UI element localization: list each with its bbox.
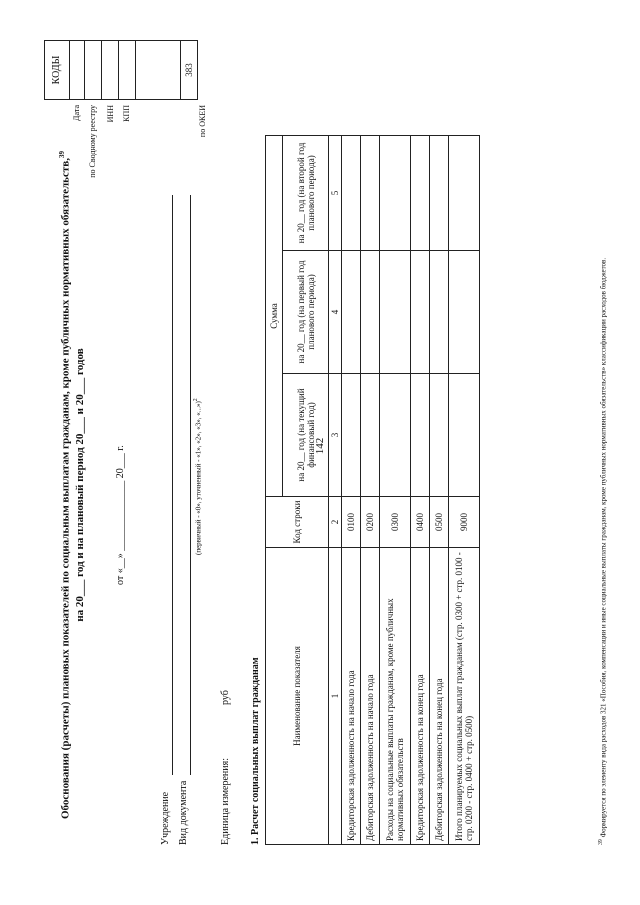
cell-value[interactable]: [380, 251, 411, 374]
row-code: 0300: [380, 497, 411, 548]
form-title: [55, 105, 87, 865]
code-value-okei: 383: [184, 63, 194, 77]
header-col5: на 20__ год (на второй год планового периода): [283, 136, 329, 251]
code-label-date: Дата: [72, 105, 81, 121]
code-label-inn: ИНН: [106, 105, 115, 123]
title-line-2: на 20___ год и на плановый период 20___ и 20___ годов: [73, 348, 86, 622]
row-code: 0100: [342, 497, 361, 548]
cell-value[interactable]: [380, 374, 411, 497]
row-name: Дебиторская задолженность на начало года: [361, 548, 380, 845]
row-name: Дебиторская задолженность на конец года: [430, 548, 449, 845]
code-value-inn: [102, 41, 119, 99]
col-number-2: 2: [329, 497, 342, 548]
header-code: Код строки: [266, 497, 329, 548]
date-line: от «__» ______________ 20___ г.: [115, 445, 126, 585]
col-number-5: 5: [329, 136, 342, 251]
code-value-kpp: [119, 41, 136, 99]
col-number-1: 1: [329, 548, 342, 845]
doc-type-hint: (первичный - «0», уточненный - «1», «2», «3», «...»)$^2$: [193, 398, 203, 555]
header-name: Наименование показателя: [266, 548, 329, 845]
cell-value[interactable]: [361, 136, 380, 251]
cell-value[interactable]: [449, 374, 480, 497]
table-row: [380, 136, 411, 845]
doc-type-label: Вид документа: [178, 780, 189, 845]
cell-value[interactable]: [411, 251, 430, 374]
code-label-kpp: КПП: [122, 105, 131, 122]
row-code: 0500: [430, 497, 449, 548]
institution-line: [172, 195, 173, 775]
row-name: Расходы на социальные выплаты гражданам, кроме публичных нормативных обязательств: [380, 548, 411, 845]
cell-value[interactable]: [430, 136, 449, 251]
title-footnote-mark: 39: [58, 151, 66, 159]
row-code: 0400: [411, 497, 430, 548]
cell-value[interactable]: [361, 251, 380, 374]
page-number: 142: [314, 437, 326, 455]
doc-type-line: [190, 195, 191, 775]
calculation-table: [265, 135, 480, 845]
table-row: [342, 136, 361, 845]
row-code: 9000: [449, 497, 480, 548]
title-line-1: Обоснования (расчеты) плановых показателей по социальным выплатам гражданам, кроме публичных нормативных обязательств,: [59, 158, 72, 819]
cell-value[interactable]: [430, 251, 449, 374]
row-name: Кредиторская задолженность на конец года: [411, 548, 430, 845]
cell-value[interactable]: [449, 136, 480, 251]
code-value-registry: [85, 41, 102, 99]
cell-value[interactable]: [361, 374, 380, 497]
row-name: Кредиторская задолженность на начало года: [342, 548, 361, 845]
cell-value[interactable]: [430, 374, 449, 497]
code-label-registry: по Сводному реестру: [88, 105, 97, 178]
code-value-date: [68, 41, 85, 99]
code-label-okei: по ОКЕИ: [198, 105, 207, 138]
cell-value[interactable]: [342, 251, 361, 374]
table-row: [430, 136, 449, 845]
codes-box: [68, 40, 198, 100]
col-number-3: 3: [329, 374, 342, 497]
footnote-mark: 39: [598, 839, 604, 845]
row-code: 0200: [361, 497, 380, 548]
table-row: [449, 136, 480, 845]
header-col3: на 20__ год (на текущий финансовый год): [283, 374, 329, 497]
institution-label: Учреждение: [160, 791, 171, 845]
cell-value[interactable]: [342, 374, 361, 497]
col-number-4: 4: [329, 251, 342, 374]
cell-value[interactable]: [449, 251, 480, 374]
table-row: [361, 136, 380, 845]
row-name: Итого планируемых социальных выплат гражданам (стр. 0300 + стр. 0100 - стр. 0200 - стр. 0400 + стр. 0500): [449, 548, 480, 845]
code-value-blank: [136, 41, 181, 99]
cell-value[interactable]: [411, 136, 430, 251]
header-col4: на 20__ год (на первый год планового периода): [283, 251, 329, 374]
unit-value: руб: [220, 690, 231, 705]
codes-header: КОДЫ: [44, 40, 70, 100]
footnote-text: Формируется по элементу вида расходов 321 «Пособия, компенсации и иные социальные выплаты гражданам, кроме публичных нормативных обязательств» классификации расходов бюджетов.: [599, 257, 608, 838]
section-title: 1. Расчет социальных выплат гражданам: [250, 657, 261, 845]
cell-value[interactable]: [342, 136, 361, 251]
footnote: [598, 258, 607, 845]
table-row: [411, 136, 430, 845]
cell-value[interactable]: [380, 136, 411, 251]
header-sum: Сумма: [266, 136, 283, 497]
cell-value[interactable]: [411, 374, 430, 497]
unit-label: Единица измерения:: [220, 758, 231, 845]
